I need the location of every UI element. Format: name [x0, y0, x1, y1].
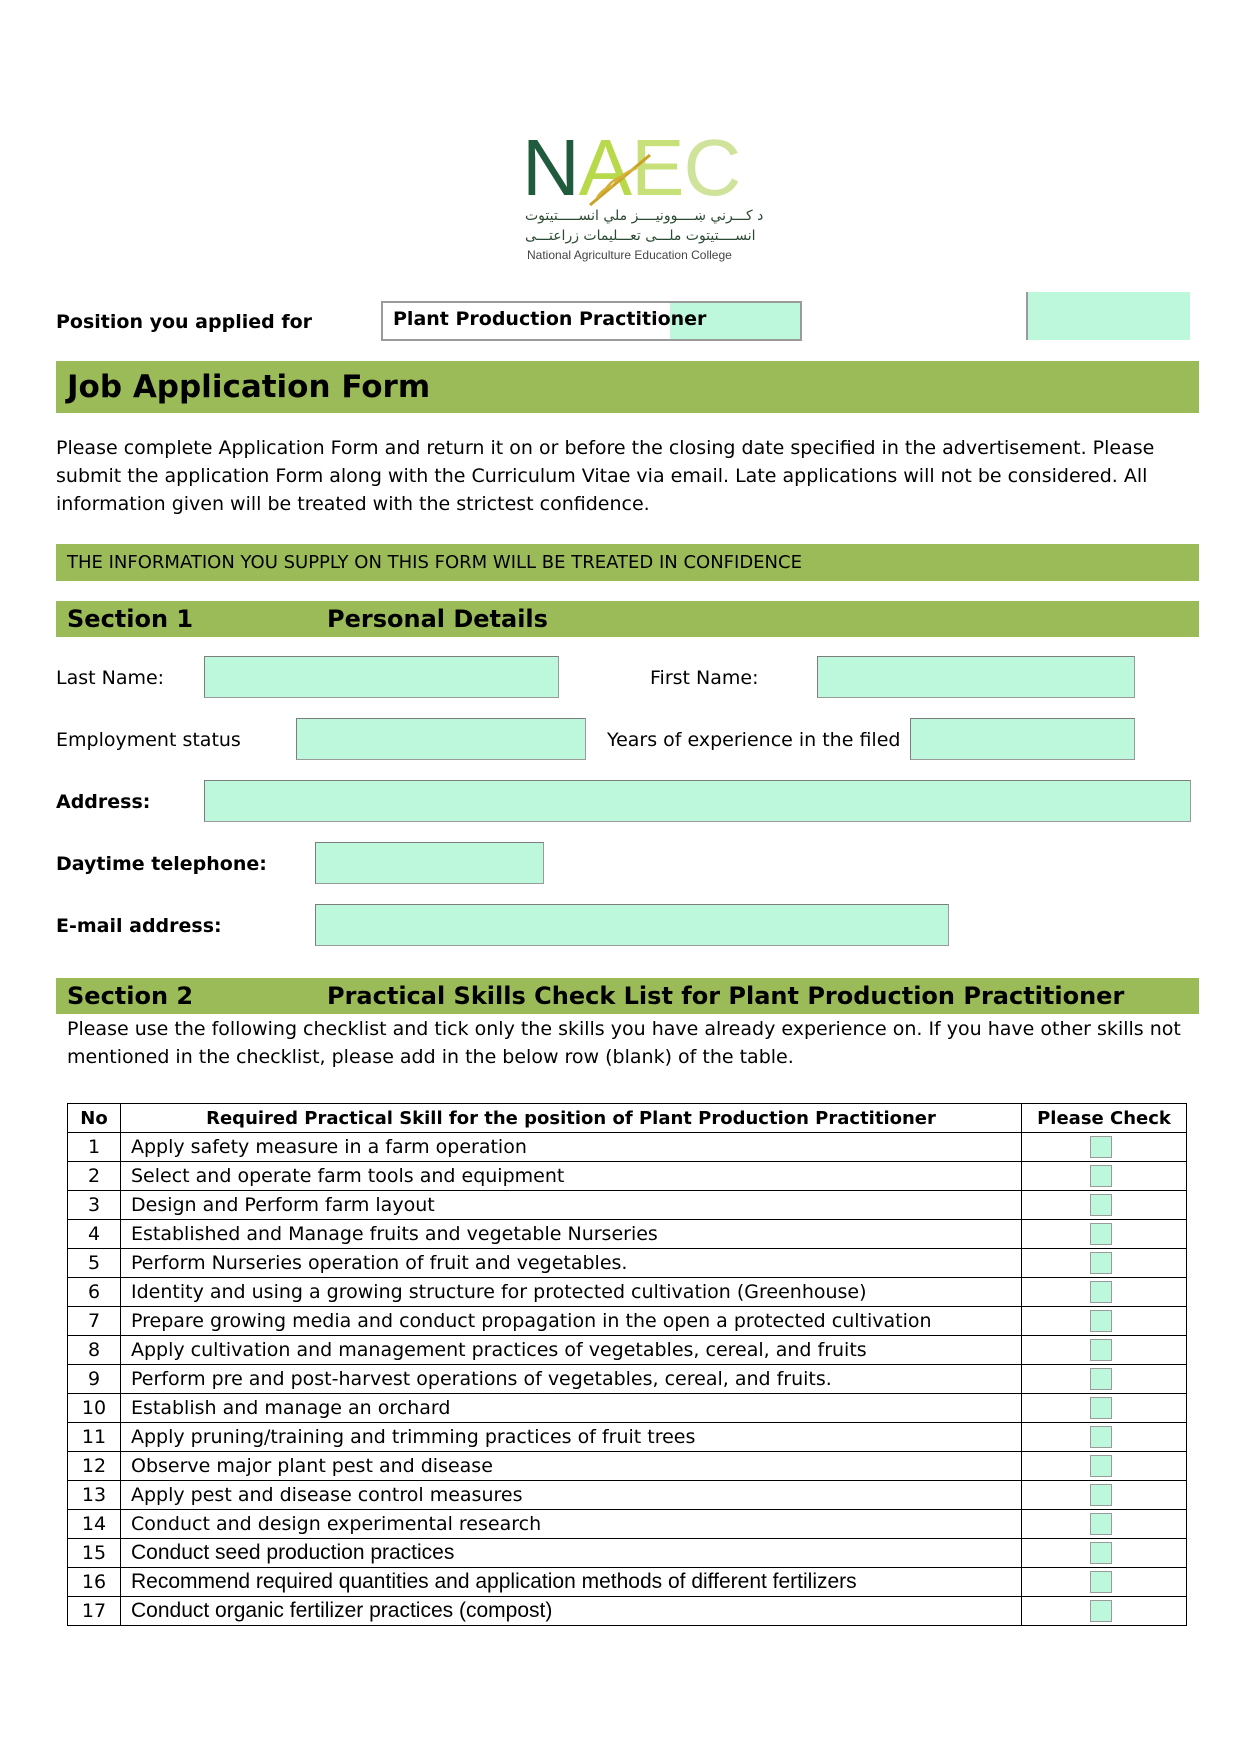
- check-cell: [1022, 1423, 1187, 1452]
- experience-input[interactable]: [910, 718, 1135, 760]
- table-row: [68, 1220, 1187, 1249]
- skill-name: Establish and manage an orchard: [121, 1394, 1022, 1423]
- telephone-input[interactable]: [315, 842, 544, 884]
- wheat-icon: [585, 150, 655, 210]
- row-number: 10: [68, 1394, 121, 1423]
- first-name-input[interactable]: [817, 656, 1135, 698]
- skills-table: [67, 1103, 1187, 1626]
- logo-dari-line2: انســــتیتوت ملـــی تعـــلیمات زراعتـــی: [525, 228, 756, 244]
- email-input[interactable]: [315, 904, 949, 946]
- skill-name: Apply pest and disease control measures: [121, 1481, 1022, 1510]
- skill-checkbox[interactable]: [1090, 1571, 1112, 1593]
- skill-name: Conduct organic fertilizer practices (compost): [121, 1597, 1022, 1626]
- section1-number: Section 1: [67, 605, 194, 633]
- skill-name: Select and operate farm tools and equipment: [121, 1162, 1022, 1191]
- table-row: [68, 1191, 1187, 1220]
- skill-name: Apply pruning/training and trimming practices of fruit trees: [121, 1423, 1022, 1452]
- logo-pashto-line1: د کـــرني ښــــوونيــــز ملي انســـــتيتوت: [525, 208, 764, 224]
- row-number: 1: [68, 1133, 121, 1162]
- row-number: 3: [68, 1191, 121, 1220]
- table-row: [68, 1568, 1187, 1597]
- header-skill: Required Practical Skill for the position of Plant Production Practitioner: [121, 1104, 1022, 1133]
- table-row: [68, 1336, 1187, 1365]
- check-cell: [1022, 1510, 1187, 1539]
- check-cell: [1022, 1452, 1187, 1481]
- section2-instructions: Please use the following checklist and tick only the skills you have already experience on. If you have other skills not mentioned in the checklist, please add in the below row (blank) of the table.: [67, 1018, 1181, 1068]
- check-cell: [1022, 1191, 1187, 1220]
- table-row: [68, 1365, 1187, 1394]
- logo-english-name: National Agriculture Education College: [527, 248, 732, 262]
- position-value: Plant Production Practitioner: [393, 308, 707, 330]
- confidential-banner: [56, 544, 1199, 581]
- check-cell: [1022, 1481, 1187, 1510]
- skill-checkbox[interactable]: [1090, 1397, 1112, 1419]
- address-label: Address:: [56, 791, 151, 813]
- table-header-row: [68, 1104, 1187, 1133]
- skill-checkbox[interactable]: [1090, 1542, 1112, 1564]
- skill-checkbox[interactable]: [1090, 1455, 1112, 1477]
- skill-name: Conduct and design experimental research: [121, 1510, 1022, 1539]
- skill-checkbox[interactable]: [1090, 1252, 1112, 1274]
- telephone-label: Daytime telephone:: [56, 853, 267, 875]
- table-row: [68, 1510, 1187, 1539]
- skill-name: Design and Perform farm layout: [121, 1191, 1022, 1220]
- table-row: [68, 1133, 1187, 1162]
- last-name-input[interactable]: [204, 656, 559, 698]
- table-row: [68, 1539, 1187, 1568]
- check-cell: [1022, 1307, 1187, 1336]
- check-cell: [1022, 1365, 1187, 1394]
- skill-name: Identity and using a growing structure for protected cultivation (Greenhouse): [121, 1278, 1022, 1307]
- table-row: [68, 1278, 1187, 1307]
- form-title-bar: [56, 361, 1199, 413]
- check-cell: [1022, 1394, 1187, 1423]
- check-cell: [1022, 1597, 1187, 1626]
- row-number: 9: [68, 1365, 121, 1394]
- check-cell: [1022, 1249, 1187, 1278]
- skill-name: Recommend required quantities and application methods of different fertilizers: [121, 1568, 1022, 1597]
- table-row: [68, 1423, 1187, 1452]
- header-check: Please Check: [1022, 1104, 1187, 1133]
- skill-checkbox[interactable]: [1090, 1426, 1112, 1448]
- header-no: No: [68, 1104, 121, 1133]
- row-number: 13: [68, 1481, 121, 1510]
- table-row: [68, 1452, 1187, 1481]
- check-cell: [1022, 1278, 1187, 1307]
- row-number: 17: [68, 1597, 121, 1626]
- row-number: 11: [68, 1423, 121, 1452]
- check-cell: [1022, 1133, 1187, 1162]
- first-name-label: First Name:: [650, 667, 759, 689]
- skill-name: Apply safety measure in a farm operation: [121, 1133, 1022, 1162]
- form-title: Job Application Form: [67, 369, 431, 405]
- check-cell: [1022, 1162, 1187, 1191]
- section1-title: Personal Details: [327, 605, 548, 633]
- row-number: 12: [68, 1452, 121, 1481]
- skill-name: Perform Nurseries operation of fruit and vegetables.: [121, 1249, 1022, 1278]
- employment-status-input[interactable]: [296, 718, 586, 760]
- row-number: 4: [68, 1220, 121, 1249]
- intro-text: Please complete Application Form and return it on or before the closing date specified in the advertisement. Please submit the application Form along with the Curriculum Vitae via email. Late applications will not be considered. All information given will be treated with the strictest confidence.: [56, 437, 1155, 515]
- skill-checkbox[interactable]: [1090, 1339, 1112, 1361]
- skill-name: Apply cultivation and management practices of vegetables, cereal, and fruits: [121, 1336, 1022, 1365]
- row-number: 16: [68, 1568, 121, 1597]
- skill-name: Established and Manage fruits and vegetable Nurseries: [121, 1220, 1022, 1249]
- section2-bar: [56, 978, 1199, 1014]
- row-number: 7: [68, 1307, 121, 1336]
- table-row: [68, 1597, 1187, 1626]
- row-number: 2: [68, 1162, 121, 1191]
- skill-checkbox[interactable]: [1090, 1484, 1112, 1506]
- section2-title: Practical Skills Check List for Plant Production Practitioner: [327, 982, 1125, 1010]
- section1-bar: [56, 601, 1199, 637]
- skill-name: Observe major plant pest and disease: [121, 1452, 1022, 1481]
- skill-checkbox[interactable]: [1090, 1281, 1112, 1303]
- row-number: 5: [68, 1249, 121, 1278]
- position-label: Position you applied for: [56, 311, 313, 333]
- check-cell: [1022, 1539, 1187, 1568]
- row-number: 8: [68, 1336, 121, 1365]
- email-label: E-mail address:: [56, 915, 222, 937]
- skill-checkbox[interactable]: [1090, 1600, 1112, 1622]
- skill-checkbox[interactable]: [1090, 1194, 1112, 1216]
- table-row: [68, 1249, 1187, 1278]
- skill-checkbox[interactable]: [1090, 1223, 1112, 1245]
- table-row: [68, 1481, 1187, 1510]
- experience-label: Years of experience in the filed: [607, 729, 901, 751]
- skill-checkbox[interactable]: [1090, 1310, 1112, 1332]
- employment-status-label: Employment status: [56, 729, 241, 751]
- row-number: 6: [68, 1278, 121, 1307]
- skill-name: Conduct seed production practices: [121, 1539, 1022, 1568]
- skill-checkbox[interactable]: [1090, 1368, 1112, 1390]
- skill-checkbox[interactable]: [1090, 1513, 1112, 1535]
- position-side-field[interactable]: [1026, 292, 1190, 340]
- table-row: [68, 1394, 1187, 1423]
- logo-wordmark: NAEC: [522, 123, 741, 212]
- row-number: 15: [68, 1539, 121, 1568]
- skill-checkbox[interactable]: [1090, 1136, 1112, 1158]
- last-name-label: Last Name:: [56, 667, 165, 689]
- check-cell: [1022, 1336, 1187, 1365]
- skill-name: Perform pre and post-harvest operations of vegetables, cereal, and fruits.: [121, 1365, 1022, 1394]
- skill-checkbox[interactable]: [1090, 1165, 1112, 1187]
- check-cell: [1022, 1220, 1187, 1249]
- table-row: [68, 1307, 1187, 1336]
- row-number: 14: [68, 1510, 121, 1539]
- address-input[interactable]: [204, 780, 1191, 822]
- skill-name: Prepare growing media and conduct propagation in the open a protected cultivation: [121, 1307, 1022, 1336]
- position-field[interactable]: [381, 301, 802, 341]
- skills-table-body: [68, 1133, 1187, 1626]
- confidential-text: THE INFORMATION YOU SUPPLY ON THIS FORM WILL BE TREATED IN CONFIDENCE: [67, 552, 802, 573]
- check-cell: [1022, 1568, 1187, 1597]
- table-row: [68, 1162, 1187, 1191]
- section2-number: Section 2: [67, 982, 194, 1010]
